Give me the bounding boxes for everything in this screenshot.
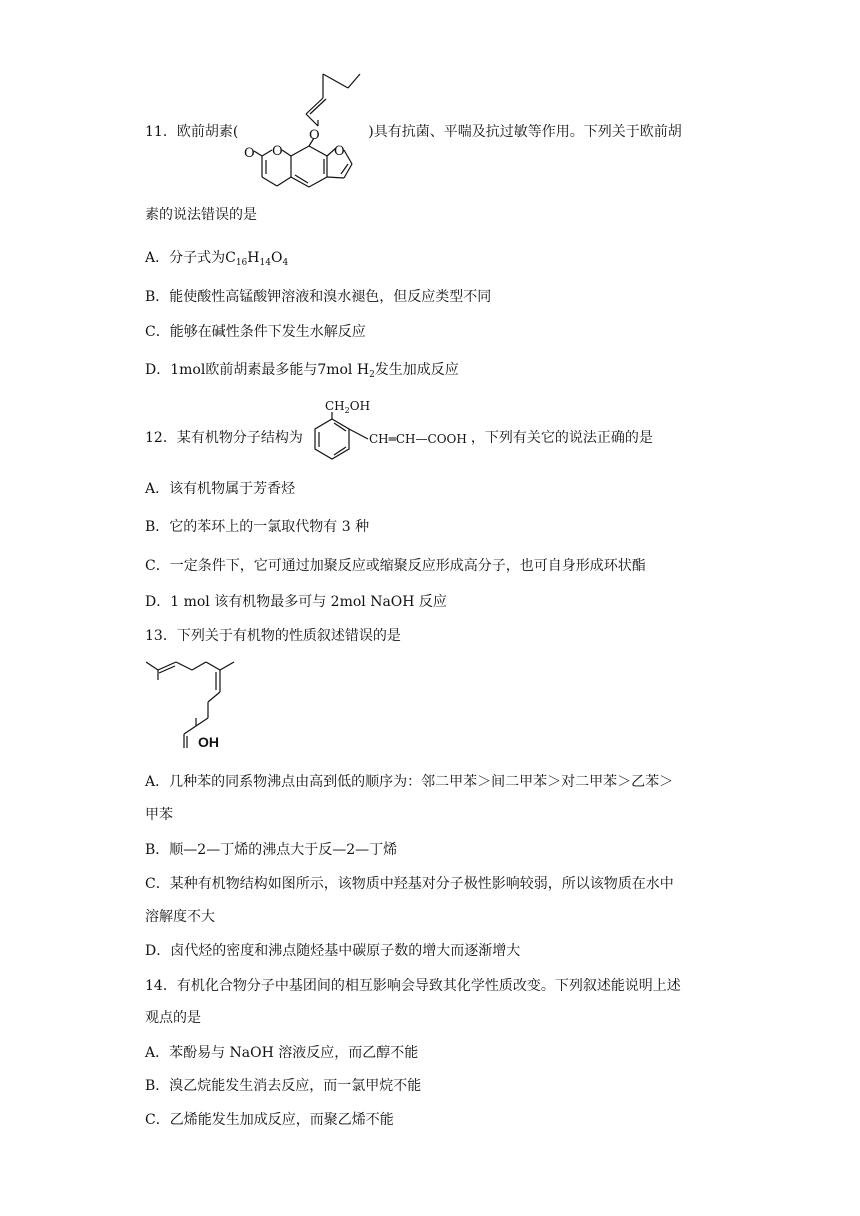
q14-option-b: B．溴乙烷能发生消去反应，而一氯甲烷不能: [145, 1078, 422, 1094]
q13-option-a-line2: 甲苯: [145, 807, 173, 823]
q11-ring-oxygen: O: [272, 144, 283, 159]
q12-option-c: C．一定条件下，它可通过加聚反应或缩聚反应形成高分子，也可自身形成环状酯: [145, 558, 646, 574]
q13-option-c-line1: C．某种有机物结构如图所示，该物质中羟基对分子极性影响较弱，所以该物质在水中: [145, 876, 674, 892]
q13-stem: 13．下列关于有机物的性质叙述错误的是: [145, 628, 401, 644]
q12-stem-after: ，下列有关它的说法正确的是: [470, 430, 653, 446]
q13-option-a-line1: A．几种苯的同系物沸点由高到低的顺序为：邻二甲苯＞间二甲苯＞对二甲苯＞乙苯＞: [145, 774, 674, 790]
q11-option-a: A．分子式为$C_{16}H_{14}O_4$: [145, 250, 289, 268]
q12-option-a: A．该有机物属于芳香烃: [145, 481, 296, 497]
q12-stem-before: 12．某有机物分子结构为: [145, 430, 303, 446]
q11-option-c: C．能够在碱性条件下发生水解反应: [145, 324, 366, 340]
q12-option-b: B．它的苯环上的一氯取代物有 3 种: [145, 519, 370, 535]
q14-stem-line1: 14．有机化合物分子中基团间的相互影响会导致其化学性质改变。下列叙述能说明上述: [145, 978, 681, 994]
q13-option-c-line2: 溶解度不大: [145, 909, 215, 925]
q14-stem-line2: 观点的是: [145, 1010, 201, 1026]
q11-stem-after: )具有抗菌、平喘及抗过敏等作用。下列关于欧前胡: [368, 124, 682, 140]
q14-option-a: A．苯酚易与 NaOH 溶液反应，而乙醇不能: [145, 1045, 419, 1061]
q13-linalool-structure: [140, 656, 240, 756]
q12-structure: [305, 396, 480, 471]
q12-ch2oh-label: $CH_2OH$: [325, 399, 371, 415]
q13-option-b: B．顺—2—丁烯的沸点大于反—2—丁烯: [145, 842, 398, 858]
q11-option-d: D．1mol欧前胡素最多能与7mol $H_2$发生加成反应: [145, 362, 459, 380]
q13-hydroxyl-label: OH: [198, 734, 219, 750]
q13-option-d: D．卤代烃的密度和沸点随烃基中碳原子数的增大而逐渐增大: [145, 943, 521, 959]
q11-carbonyl-oxygen: O: [244, 146, 255, 161]
q11-option-b: B．能使酸性高锰酸钾溶液和溴水褪色，但反应类型不同: [145, 289, 492, 305]
q11-furan-oxygen: O: [334, 144, 345, 159]
q11-stem-line1: [145, 122, 682, 142]
q11-stem-before: 11．欧前胡素(: [145, 124, 239, 140]
q14-option-c: C．乙烯能发生加成反应，而聚乙烯不能: [145, 1112, 394, 1128]
q11-ether-oxygen: O: [309, 128, 320, 143]
q12-option-d: D．1 mol 该有机物最多可与 2mol NaOH 反应: [145, 594, 447, 610]
q11-imperatorin-structure: [244, 68, 373, 193]
q12-side-chain-label: CH═CH—COOH: [369, 432, 467, 446]
q11-stem-line2: 素的说法错误的是: [145, 207, 257, 223]
